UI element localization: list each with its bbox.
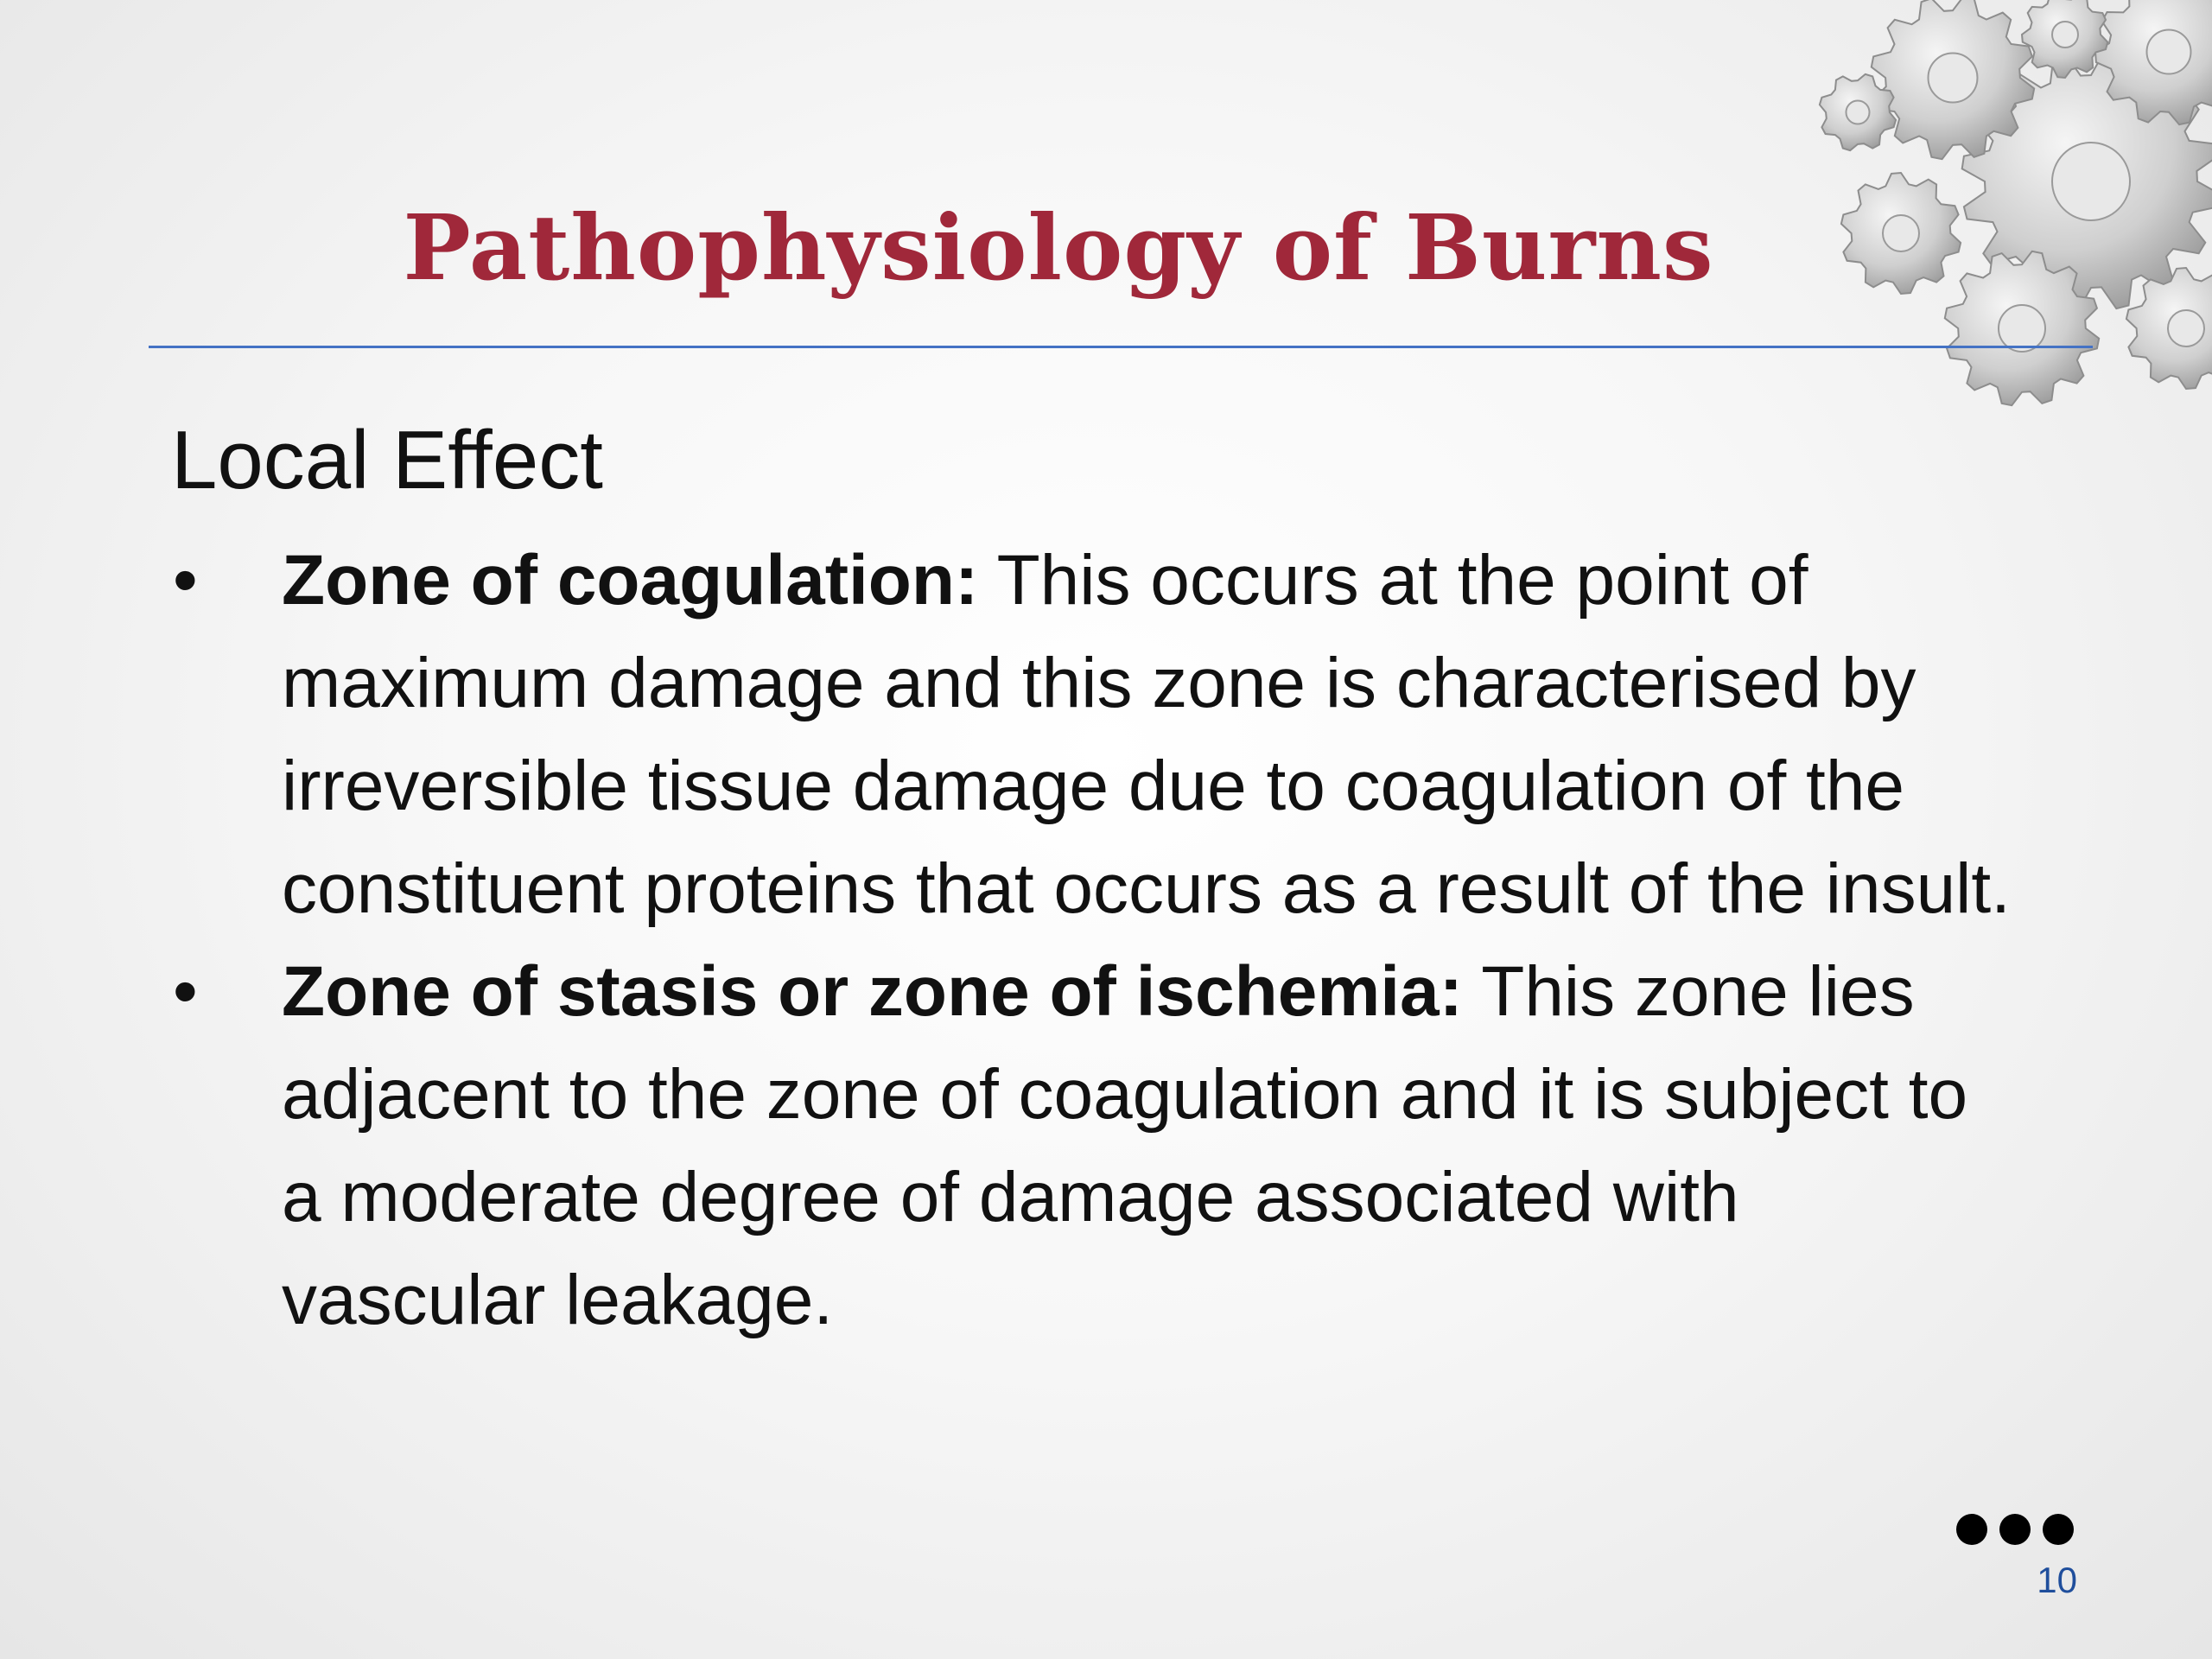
bullet-icon: • <box>173 541 198 620</box>
bullet-text: This zone lies adjacent to the zone of coagulation and it is subject to a moderate degree of damage associated with vascular leakage. <box>282 952 1968 1339</box>
gear-hole <box>1999 305 2045 352</box>
page-number: 10 <box>2037 1560 2077 1600</box>
title-divider <box>149 346 2093 348</box>
bullet-item-stasis <box>173 940 2022 1351</box>
bullet-term: Zone of stasis or zone of ischemia: <box>282 952 1463 1031</box>
gear-hole <box>2147 30 2191 74</box>
more-dots-icon <box>1955 1512 2075 1547</box>
bullet-list <box>173 529 2022 1351</box>
gear-hole <box>2168 310 2204 346</box>
gear-hole <box>1847 101 1870 124</box>
bullet-item-coagulation <box>173 529 2022 940</box>
section-heading: Local Effect <box>171 414 603 506</box>
slide-title: Pathophysiology of Burns <box>403 194 1714 301</box>
bullet-icon: • <box>173 952 198 1031</box>
gear-hole <box>2052 22 2078 48</box>
bullet-text: This occurs at the point of maximum damage and this zone is characterised by irreversible tissue damage due to coagulation of the constituent proteins that occurs as a result of the insult. <box>282 541 2011 928</box>
bullet-term: Zone of coagulation: <box>282 541 979 620</box>
gear-hole <box>1929 54 1978 103</box>
